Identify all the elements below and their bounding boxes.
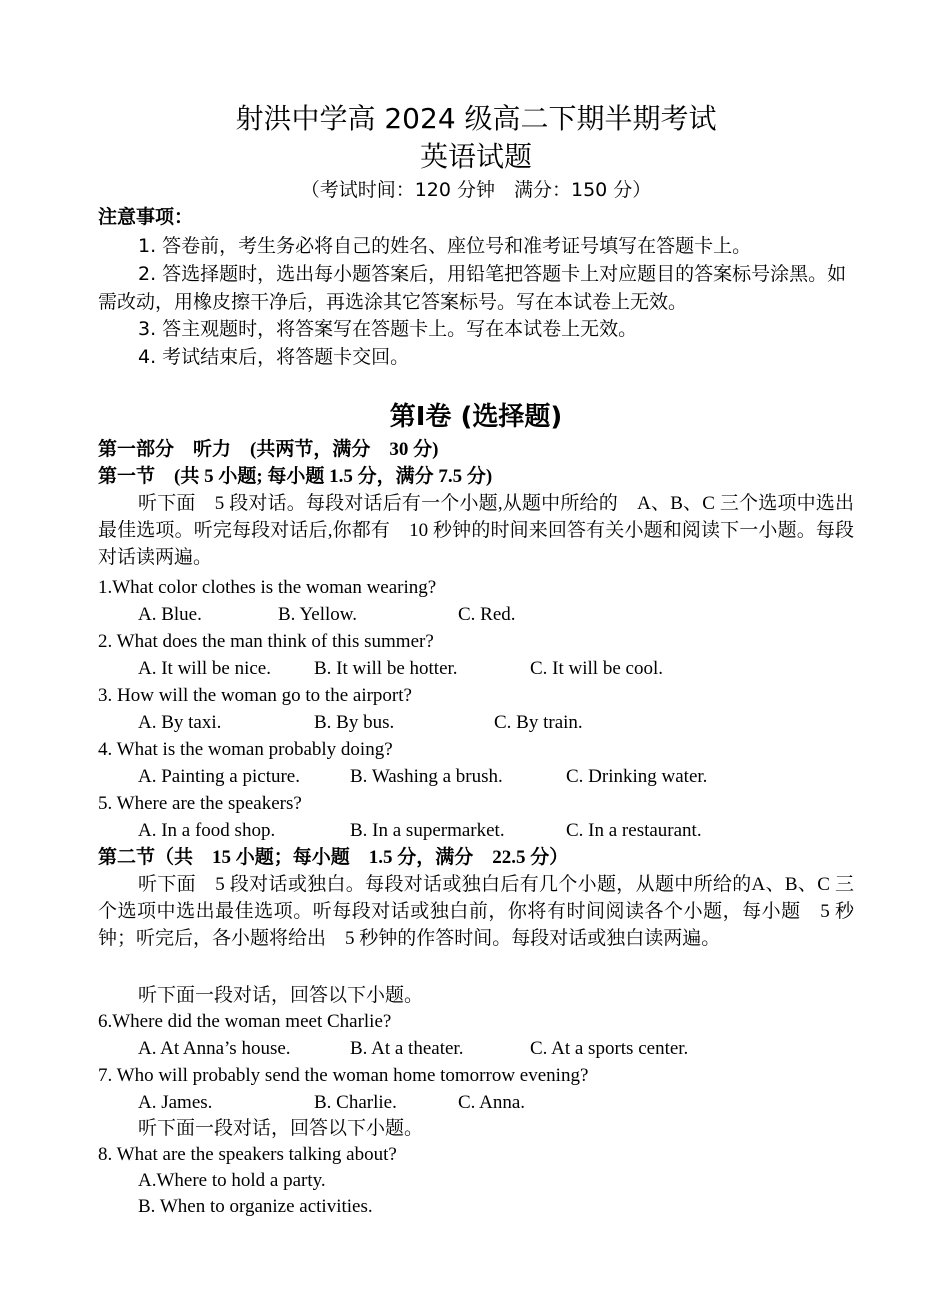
notice-item-3: 3. 答主观题时，将答案写在答题卡上。写在本试卷上无效。: [138, 318, 638, 340]
question-6: 6.Where did the woman meet Charlie?: [98, 1011, 392, 1032]
q2-option-c: C. It will be cool.: [530, 658, 663, 679]
q7-option-b: B. Charlie.: [314, 1092, 397, 1113]
q6-option-a: A. At Anna’s house.: [138, 1038, 291, 1059]
volume-title: 第Ⅰ卷 (选择题): [389, 402, 563, 432]
q6-option-c: C. At a sports center.: [530, 1038, 689, 1059]
question-4: 4. What is the woman probably doing?: [98, 739, 393, 760]
q1-option-a: A. Blue.: [138, 604, 202, 625]
question-5: 5. Where are the speakers?: [98, 793, 302, 814]
q8-option-a: A.Where to hold a party.: [138, 1170, 326, 1191]
q1-option-b: B. Yellow.: [278, 604, 358, 625]
notice-heading: 注意事项：: [98, 206, 194, 228]
question-1: 1.What color clothes is the woman wearing?: [98, 577, 437, 598]
part1-heading: 第一部分 听力 (共两节，满分 30 分): [98, 439, 439, 460]
q2-option-a: A. It will be nice.: [138, 658, 271, 679]
q3-option-c: C. By train.: [494, 712, 583, 733]
listen-prompt-2: 听下面一段对话，回答以下小题。: [138, 1118, 424, 1139]
section1-instruction: 听下面 5 段对话。每段对话后有一个小题,从题中所给的 A、B、C 三个选项中选出最佳选项。听完每段对话后,你都有 10 秒钟的时间来回答有关小题和阅读下一小题。每段对话读两遍。: [98, 493, 854, 568]
q4-option-a: A. Painting a picture.: [138, 766, 300, 787]
listen-prompt-1: 听下面一段对话，回答以下小题。: [138, 985, 424, 1006]
q5-option-a: A. In a food shop.: [138, 820, 276, 841]
q8-option-b: B. When to organize activities.: [138, 1196, 373, 1217]
q5-option-b: B. In a supermarket.: [350, 820, 505, 841]
q5-option-c: C. In a restaurant.: [566, 820, 702, 841]
q3-option-a: A. By taxi.: [138, 712, 222, 733]
q3-option-b: B. By bus.: [314, 712, 395, 733]
question-7: 7. Who will probably send the woman home tomorrow evening?: [98, 1065, 589, 1086]
notice-item-4: 4. 考试结束后，将答题卡交回。: [138, 346, 410, 368]
notice-item-1: 1. 答卷前，考生务必将自己的姓名、座位号和准考证号填写在答题卡上。: [138, 235, 752, 257]
q2-option-b: B. It will be hotter.: [314, 658, 458, 679]
section2-instruction: 听下面 5 段对话或独白。每段对话或独白后有几个小题，从题中所给的A、B、C 三个选项中选出最佳选项。听每段对话或独白前，你将有时间阅读各个小题，每小题 5 秒钟；听完后，各小题将给出 5 秒钟的作答时间。每段对话或独白读两遍。: [98, 874, 854, 949]
section1-heading: 第一节 (共 5 小题; 每小题 1.5 分，满分 7.5 分): [98, 466, 493, 487]
question-3: 3. How will the woman go to the airport?: [98, 685, 412, 706]
q7-option-c: C. Anna.: [458, 1092, 526, 1113]
q6-option-b: B. At a theater.: [350, 1038, 464, 1059]
exam-subject: 英语试题: [419, 140, 532, 173]
question-2: 2. What does the man think of this summer?: [98, 631, 434, 652]
exam-meta: （考试时间：120 分钟 满分：150 分）: [300, 179, 652, 201]
q1-option-c: C. Red.: [458, 604, 516, 625]
q7-option-a: A. James.: [138, 1092, 213, 1113]
exam-title: 射洪中学高 2024 级高二下期半期考试: [235, 102, 717, 135]
section2-heading: 第二节（共 15 小题；每小题 1.5 分，满分 22.5 分）: [98, 847, 569, 868]
q4-option-b: B. Washing a brush.: [350, 766, 503, 787]
question-8: 8. What are the speakers talking about?: [98, 1144, 397, 1165]
notice-item-2: 2. 答选择题时，选出每小题答案后，用铅笔把答题卡上对应题目的答案标号涂黑。如需改动，用橡皮擦干净后，再选涂其它答案标号。写在本试卷上无效。: [98, 263, 847, 313]
q4-option-c: C. Drinking water.: [566, 766, 708, 787]
